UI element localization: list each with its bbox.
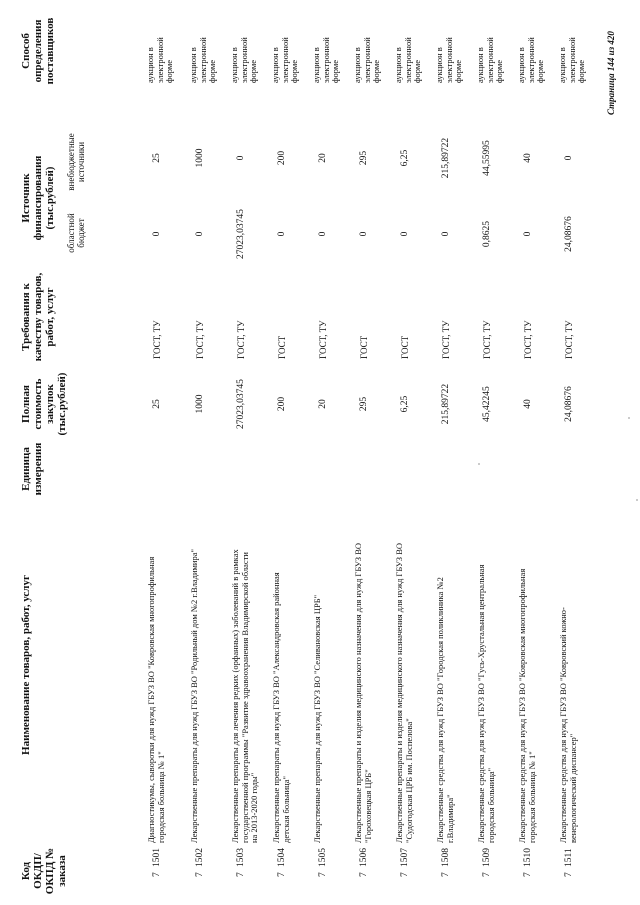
regional-budget: 0	[318, 231, 328, 237]
header-cost: Полная стоимость закупок (тыс.рублей)	[20, 372, 68, 436]
order-number: 1501	[152, 848, 162, 867]
header-financing: Источник финансирования (тыс.рублей)	[20, 155, 56, 241]
regional-budget: 0	[400, 231, 410, 237]
table-row	[558, 0, 594, 905]
total-cost: 40	[523, 399, 533, 409]
quality-requirement: ГОСТ	[400, 335, 410, 359]
item-name: Лекарственные средства для нужд ГБУЗ ВО "Ковровская многопрофильная городская больница № 1"	[517, 568, 537, 843]
okdp-code: 7	[441, 872, 451, 877]
extrabudgetary-sources: 200	[277, 150, 287, 166]
procurement-method: аукцион в электронной форме	[145, 37, 174, 83]
total-cost: 20	[318, 399, 328, 409]
regional-budget: 0,8625	[482, 220, 492, 248]
procurement-method: аукцион в электронной форме	[188, 37, 217, 83]
quality-requirement: ГОСТ, ТУ	[482, 320, 492, 359]
header-quality: Требования к качеству товаров, работ, услуг	[20, 272, 56, 362]
table-row	[394, 0, 430, 905]
regional-budget: 27023,03745	[236, 209, 246, 259]
item-name: Лекарственные препараты и изделия медицинского назначения для нужд ГБУЗ ВО "Гороховецкая ЦРБ"	[353, 542, 373, 843]
table-row	[271, 0, 307, 905]
regional-budget: 0	[441, 231, 451, 237]
procurement-method: аукцион в электронной форме	[229, 37, 258, 83]
procurement-method: аукцион в электронной форме	[270, 37, 299, 83]
okdp-code: 7	[359, 872, 369, 877]
extrabudgetary-sources: 6,25	[400, 149, 410, 167]
table-row	[435, 0, 471, 905]
item-name: Лекарственные средства для нужд ГБУЗ ВО "Гусь-Хрустальная центральная городская больница"	[476, 564, 496, 843]
item-name: Лекарственные препараты для нужд ГБУЗ ВО "Родильный дом №2 г.Владимира"	[189, 549, 199, 843]
total-cost: 215,89722	[441, 383, 451, 425]
order-number: 1504	[277, 848, 287, 867]
quality-requirement: ГОСТ, ТУ	[152, 320, 162, 359]
page-number: Страница 144 из 420	[606, 31, 616, 115]
okdp-code: 7	[236, 872, 246, 877]
quality-requirement: ГОСТ, ТУ	[195, 320, 205, 359]
table-row	[146, 0, 182, 905]
quality-requirement: ГОСТ, ТУ	[441, 320, 451, 359]
quality-requirement: ГОСТ	[359, 335, 369, 359]
table-row	[312, 0, 348, 905]
regional-budget: 24,08676	[564, 216, 574, 252]
scan-speck	[636, 499, 638, 501]
regional-budget: 0	[152, 231, 162, 237]
procurement-method: аукцион в электронной форме	[393, 37, 422, 83]
total-cost: 45,42245	[482, 386, 492, 422]
total-cost: 27023,03745	[236, 379, 246, 429]
okdp-code: 7	[523, 872, 533, 877]
item-name: Лекарственные препараты для нужд ГБУЗ ВО "Александровская районная детская больница"	[271, 572, 291, 843]
regional-budget: 0	[277, 231, 287, 237]
item-name: Лекарственные препараты для нужд ГБУЗ ВО "Селивановская ЦРБ"	[312, 594, 322, 843]
procurement-method: аукцион в электронной форме	[516, 37, 545, 83]
total-cost: 6,25	[400, 395, 410, 413]
table-row	[230, 0, 266, 905]
extrabudgetary-sources: 40	[523, 153, 533, 163]
procurement-method: аукцион в электронной форме	[475, 37, 504, 83]
quality-requirement: ГОСТ, ТУ	[523, 320, 533, 359]
total-cost: 25	[152, 399, 162, 409]
procurement-method: аукцион в электронной форме	[352, 37, 381, 83]
header-fin-budget: областной бюджет	[66, 213, 86, 253]
total-cost: 295	[359, 396, 369, 412]
header-method: Способ определения поставщиков	[20, 17, 56, 85]
quality-requirement: ГОСТ, ТУ	[236, 320, 246, 359]
order-number: 1506	[359, 848, 369, 867]
procurement-method: аукцион в электронной форме	[434, 37, 463, 83]
header-fin-other: внебюджетные источники	[66, 133, 86, 191]
regional-budget: 0	[195, 231, 205, 237]
scan-speck	[478, 463, 480, 465]
order-number: 1508	[441, 848, 451, 867]
header-code: Код ОКДП/ ОКПД № заказа	[20, 847, 68, 895]
extrabudgetary-sources: 25	[152, 153, 162, 163]
order-number: 1502	[195, 848, 205, 867]
total-cost: 24,08676	[564, 386, 574, 422]
order-number: 1507	[400, 848, 410, 867]
table-row	[517, 0, 553, 905]
order-number: 1510	[523, 848, 533, 867]
okdp-code: 7	[482, 872, 492, 877]
procurement-method: аукцион в электронной форме	[557, 37, 586, 83]
header-name: Наименование товаров, работ, услуг	[20, 575, 32, 755]
table-row	[476, 0, 512, 905]
quality-requirement: ГОСТ, ТУ	[318, 320, 328, 359]
okdp-code: 7	[195, 872, 205, 877]
table-row	[353, 0, 389, 905]
quality-requirement: ГОСТ, ТУ	[564, 320, 574, 359]
regional-budget: 0	[523, 231, 533, 237]
scan-speck	[628, 417, 630, 419]
total-cost: 200	[277, 396, 287, 412]
okdp-code: 7	[277, 872, 287, 877]
extrabudgetary-sources: 20	[318, 153, 328, 163]
extrabudgetary-sources: 215,89722	[441, 137, 451, 179]
total-cost: 1000	[195, 394, 205, 414]
extrabudgetary-sources: 0	[236, 155, 246, 161]
item-name: Лекарственные препараты и изделия медицинского назначения для нужд ГБУЗ ВО "Судогодская ЦРБ им. Поспелова"	[394, 542, 414, 843]
regional-budget: 0	[359, 231, 369, 237]
header-unit: Единица измерения	[20, 442, 44, 496]
order-number: 1505	[318, 848, 328, 867]
extrabudgetary-sources: 0	[564, 155, 574, 161]
quality-requirement: ГОСТ	[277, 335, 287, 359]
order-number: 1503	[236, 848, 246, 867]
extrabudgetary-sources: 295	[359, 150, 369, 166]
okdp-code: 7	[318, 872, 328, 877]
item-name: Лекарственные средства для нужд ГБУЗ ВО "Городская поликлиника №2 г.Владимира"	[435, 577, 455, 843]
order-number: 1509	[482, 848, 492, 867]
item-name: Лекарственные средства для нужд ГБУЗ ВО "Ковровский кожно-венерологический диспансер"	[558, 607, 578, 843]
extrabudgetary-sources: 44,55995	[482, 140, 492, 176]
okdp-code: 7	[400, 872, 410, 877]
order-number: 1511	[564, 848, 574, 867]
procurement-method: аукцион в электронной форме	[311, 37, 340, 83]
table-row	[189, 0, 225, 905]
okdp-code: 7	[564, 872, 574, 877]
extrabudgetary-sources: 1000	[195, 148, 205, 168]
okdp-code: 7	[152, 872, 162, 877]
item-name: Диагностикумы, сыворотки для нужд ГБУЗ ВО "Ковровская многопрофильная городская больница № 1"	[146, 556, 166, 843]
item-name: Лекарственные препараты для лечения редких (орфанных) заболеваний в рамках государственной программы "Развитие здравоохранения Владимирской области на 2013-2020 годы"	[230, 549, 259, 843]
